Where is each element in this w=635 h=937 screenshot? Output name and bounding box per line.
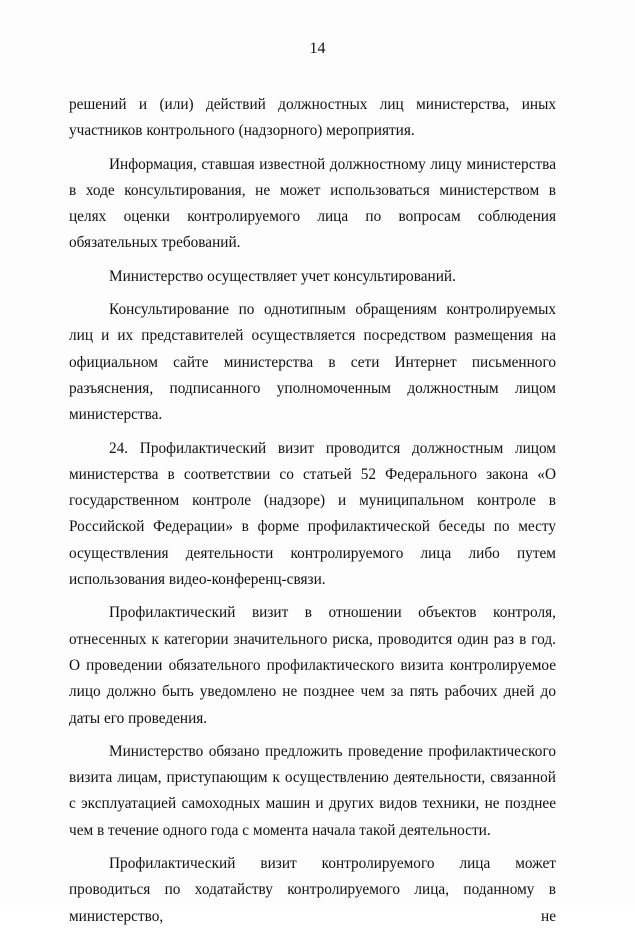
paragraph-6: Профилактический визит в отношении объектов контроля, отнесенных к категории значительного риска, проводится один раз в год. О проведении обязательного профилактического визита контролируемое лицо должно быть уведомлено не позднее чем за пять рабочих дней до даты его проведения.	[69, 604, 556, 727]
page-number: 14	[309, 40, 326, 57]
paragraph-8: Профилактический визит контролируемого лица может проводиться по ходатайству контролируемого лица, поданному в министерство, не	[69, 855, 556, 925]
document-body	[69, 92, 556, 937]
paragraph-2: Информация, ставшая известной должностному лицу министерства в ходе консультирования, не может использоваться министерством в целях оценки контролируемого лица по вопросам соблюдения обязательных требований.	[69, 155, 556, 252]
paragraph-5: 24. Профилактический визит проводится должностным лицом министерства в соответствии со статьей 52 Федерального закона «О государственном контроле (надзоре) и муниципальном контроле в Российской Федерации» в форме профилактической беседы по месту осуществления деятельности контролируемого лица либо путем использования видео-конференц-связи.	[69, 439, 556, 589]
paragraph-3: Министерство осуществляет учет консультирований.	[109, 267, 456, 285]
paragraph-7: Министерство обязано предложить проведение профилактического визита лицам, приступающим к осуществлению деятельности, связанной с эксплуатацией самоходных машин и других видов техники, не позднее чем в течение одного года с момента начала такой деятельности.	[69, 742, 556, 839]
paragraph-1: решений и (или) действий должностных лиц министерства, иных участников контрольного (надзорного) мероприятия.	[69, 96, 556, 140]
paragraph-4: Консультирование по однотипным обращениям контролируемых лиц и их представителей осуществляется посредством размещения на официальном сайте министерства в сети Интернет письменного разъяснения, подписанного уполномоченным должностным лицом министерства.	[69, 301, 556, 424]
